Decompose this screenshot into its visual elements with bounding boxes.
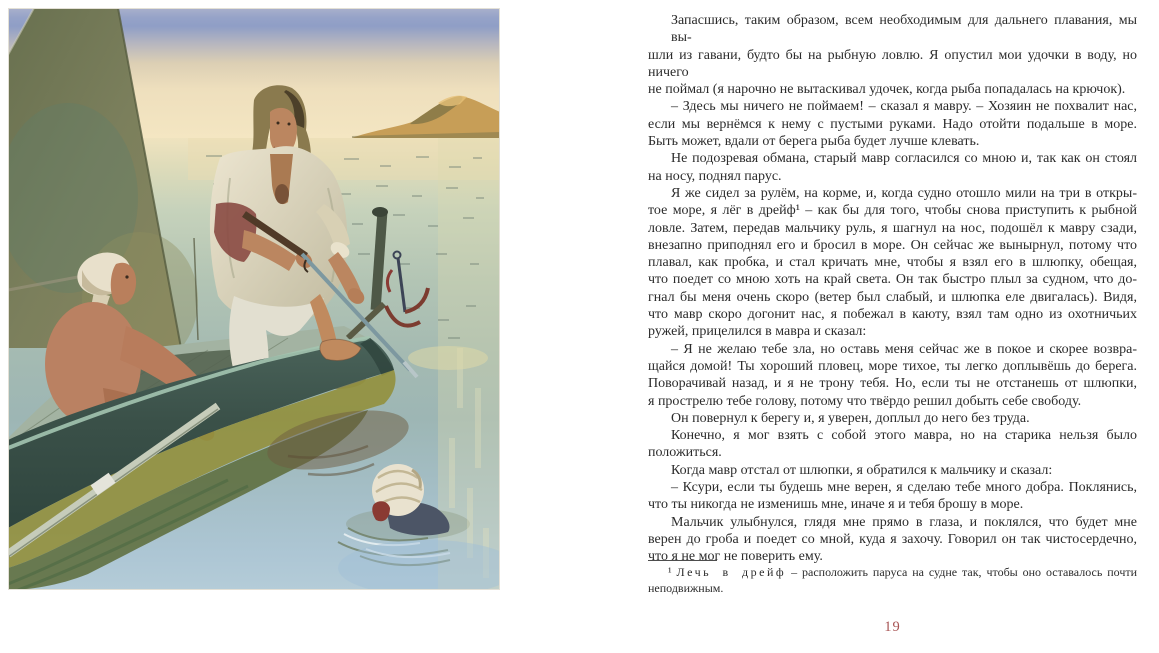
text-line: что ты никогда не изменишь мне, иначе я и тебя брошу в море.	[648, 497, 1024, 513]
footnote-line	[648, 565, 1137, 581]
text-line: Запасшись, таким образом, всем необходимым для дальнего плавания, мы вы-	[671, 13, 1137, 46]
paragraph	[648, 12, 1137, 98]
footnote-definition: – расположить паруса на судне так, чтобы оно оставалось почти	[786, 565, 1138, 579]
text-line: – Здесь мы ничего не поймаем! – сказал я мавру. – Хозяин не похвалит нас,	[671, 99, 1137, 115]
text-line: если мы вернёмся к нему с пустыми руками. Надо отойти подальше в море.	[648, 116, 1137, 132]
text-line: что поедет со мною хоть на край света. Он так быстро плыл за судном, что до-	[648, 272, 1137, 288]
paragraph	[648, 410, 1137, 427]
text-line: плавал, как пробка, и стал кричать мне, чтобы я взял его в шлюпку, обещая,	[648, 255, 1137, 271]
page-text	[648, 12, 1137, 566]
text-line: верен до гроба и поедет со мной, куда я захочу. Говорил он так чистосердечно,	[648, 531, 1137, 547]
text-line: ловле. Затем, передав мальчику руль, я шагнул на нос, подошёл к мавру сзади,	[648, 220, 1137, 236]
text-line: Быть может, вдали от берега рыба будет лучше клевать.	[648, 134, 980, 150]
footnote	[648, 552, 1137, 596]
paragraph	[648, 150, 1137, 185]
text-line: – Я не желаю тебе зла, но оставь меня сейчас же в покое и скорее возвра-	[671, 341, 1137, 357]
text-line: Я же сидел за рулём, на корме, и, когда судно отошло мили на три в откры-	[671, 185, 1137, 201]
paragraph	[648, 341, 1137, 410]
text-line: что мавр скоро догонит нас, я побежал в каюту, взял там одно из охотничьих	[648, 307, 1137, 323]
text-line: я прострелю тебе голову, потому что твёрдо решил добыть себе свободу.	[648, 393, 1082, 409]
paragraph	[648, 427, 1137, 462]
text-line: внезапно приподнял его и бросил в море. Он сейчас же вынырнул, потому что	[648, 237, 1137, 253]
paragraph	[648, 185, 1137, 341]
paragraph	[648, 479, 1137, 514]
text-line: что я не мог не поверить ему.	[648, 549, 823, 565]
paragraph	[648, 98, 1137, 150]
text-line: Поворачивай назад, и я не трону тебя. Но, если ты не отстанешь от шлюпки,	[648, 376, 1137, 392]
text-line: шли из гавани, будто бы на рыбную ловлю. Я опустил мои удочки в воду, но ничего	[648, 47, 1137, 80]
text-line: не поймал (я нарочно не вытаскивал удочек, когда рыба попадалась на крючок).	[648, 82, 1126, 98]
book-illustration	[8, 8, 500, 590]
footnote-marker: ¹	[668, 565, 672, 579]
text-line: Он повернул к берегу и, я уверен, доплыл до него без труда.	[671, 410, 1030, 426]
watercolor-scene	[8, 8, 500, 590]
text-line: на носу, поднял парус.	[648, 168, 782, 184]
page-number: 19	[884, 619, 901, 635]
text-line: Мальчик улыбнулся, глядя мне прямо в глаза, и поклялся, что будет мне	[671, 514, 1137, 530]
text-line: гнал бы меня очень скоро (ветер был слабый, и шлюпка еле двигалась). Видя,	[648, 289, 1137, 305]
paragraph	[648, 462, 1137, 479]
text-line: – Ксури, если ты будешь мне верен, я сделаю тебе много добра. Поклянись,	[671, 480, 1137, 496]
footnote-term: Лечь в дрейф	[676, 565, 787, 579]
text-line: Когда мавр отстал от шлюпки, я обратился к мальчику и сказал:	[671, 462, 1053, 478]
text-line: Конечно, я мог взять с собой этого мавра, но на старика нельзя было	[671, 428, 1137, 444]
text-line: Не подозревая обмана, старый мавр согласился со мною и, так как он стоял	[671, 151, 1137, 167]
text-line: ружей, прицелился в мавра и сказал:	[648, 324, 867, 340]
footnote-rule	[648, 560, 717, 561]
text-line: положиться.	[648, 445, 722, 461]
text-line: щайся домой! Ты хороший пловец, море тихое, ты легко доплывёшь до берега.	[648, 358, 1137, 374]
text-line: тое море, я лёг в дрейф¹ – как бы для того, чтобы снова приступить к рыбной	[648, 203, 1137, 219]
footnote-line: неподвижным.	[648, 580, 724, 595]
